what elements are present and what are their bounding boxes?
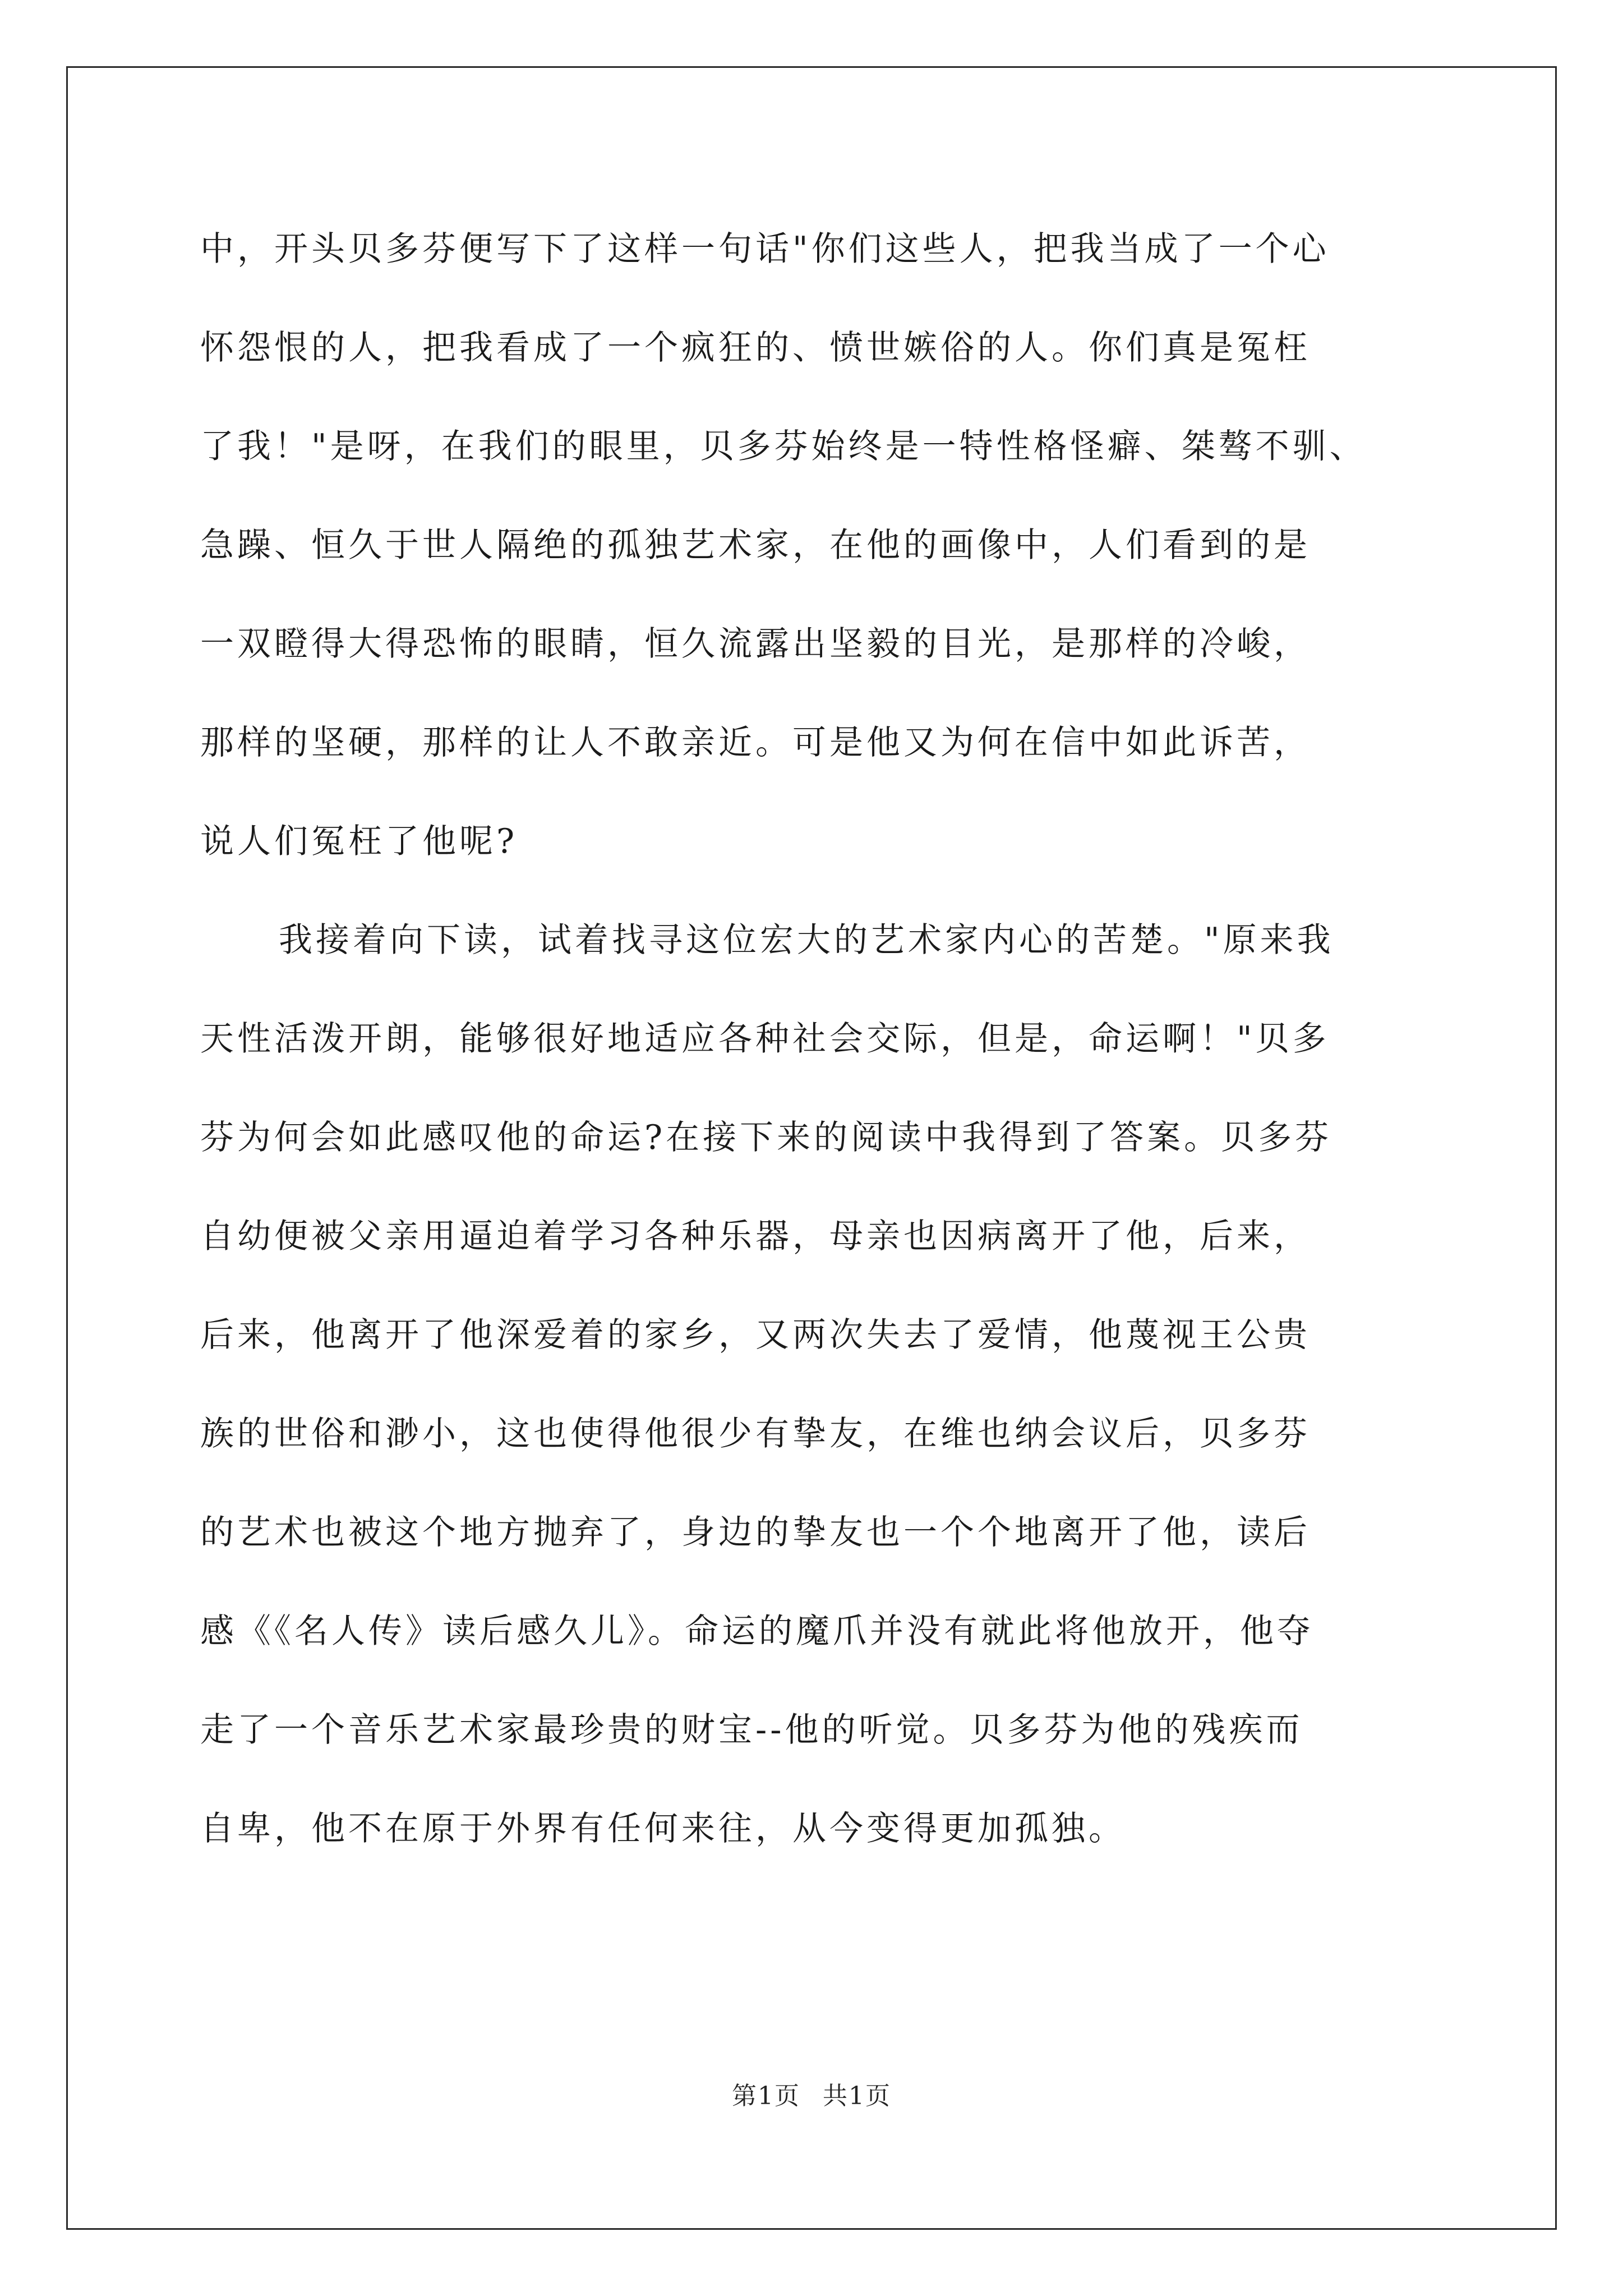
text-line: 中，开头贝多芬便写下了这样一句话"你们这些人，把我当成了一个心 <box>200 229 1330 269</box>
text-line: 自幼便被父亲用逼迫着学习各种乐器，母亲也因病离开了他，后来， <box>200 1217 1311 1256</box>
text-line: 自卑，他不在原于外界有任何来往，从今变得更加孤独。 <box>200 1809 1126 1848</box>
text-line: 天性活泼开朗，能够很好地适应各种社会交际，但是，命运啊！"贝多 <box>200 1019 1330 1059</box>
text-line: 芬为何会如此感叹他的命运?在接下来的阅读中我得到了答案。贝多芬 <box>200 1118 1332 1157</box>
text-line: 的艺术也被这个地方抛弃了，身边的挚友也一个个地离开了他，读后 <box>200 1513 1311 1552</box>
page-footer <box>0 2076 1623 2111</box>
text-line: 一双瞪得大得恐怖的眼睛，恒久流露出坚毅的目光，是那样的冷峻， <box>200 624 1311 664</box>
text-line: 怀怨恨的人，把我看成了一个疯狂的、愤世嫉俗的人。你们真是冤枉 <box>200 328 1311 367</box>
text-line: 急躁、恒久于世人隔绝的孤独艺术家，在他的画像中，人们看到的是 <box>200 526 1311 565</box>
text-line: 说人们冤枉了他呢? <box>200 822 518 861</box>
paragraph-first-line: 我接着向下读，试着找寻这位宏大的艺术家内心的苦楚。"原来我 <box>279 921 1334 960</box>
text-line: 后来，他离开了他深爱着的家乡，又两次失去了爱情，他蔑视王公贵 <box>200 1315 1311 1355</box>
page-number: 第1页 <box>732 2082 800 2110</box>
page-total: 共1页 <box>823 2082 891 2110</box>
text-line: 走了一个音乐艺术家最珍贵的财宝--他的听觉。贝多芬为他的残疾而 <box>200 1710 1303 1750</box>
text-line: 了我！"是呀，在我们的眼里，贝多芬始终是一特性格怪癖、桀骜不驯、 <box>200 427 1367 466</box>
text-line: 感《《名人传》读后感久儿》。命运的魔爪并没有就此将他放开，他夺 <box>200 1612 1314 1651</box>
text-line: 那样的坚硬，那样的让人不敢亲近。可是他又为何在信中如此诉苦， <box>200 723 1311 762</box>
text-line: 族的世俗和渺小，这也使得他很少有挚友，在维也纳会议后，贝多芬 <box>200 1414 1311 1453</box>
